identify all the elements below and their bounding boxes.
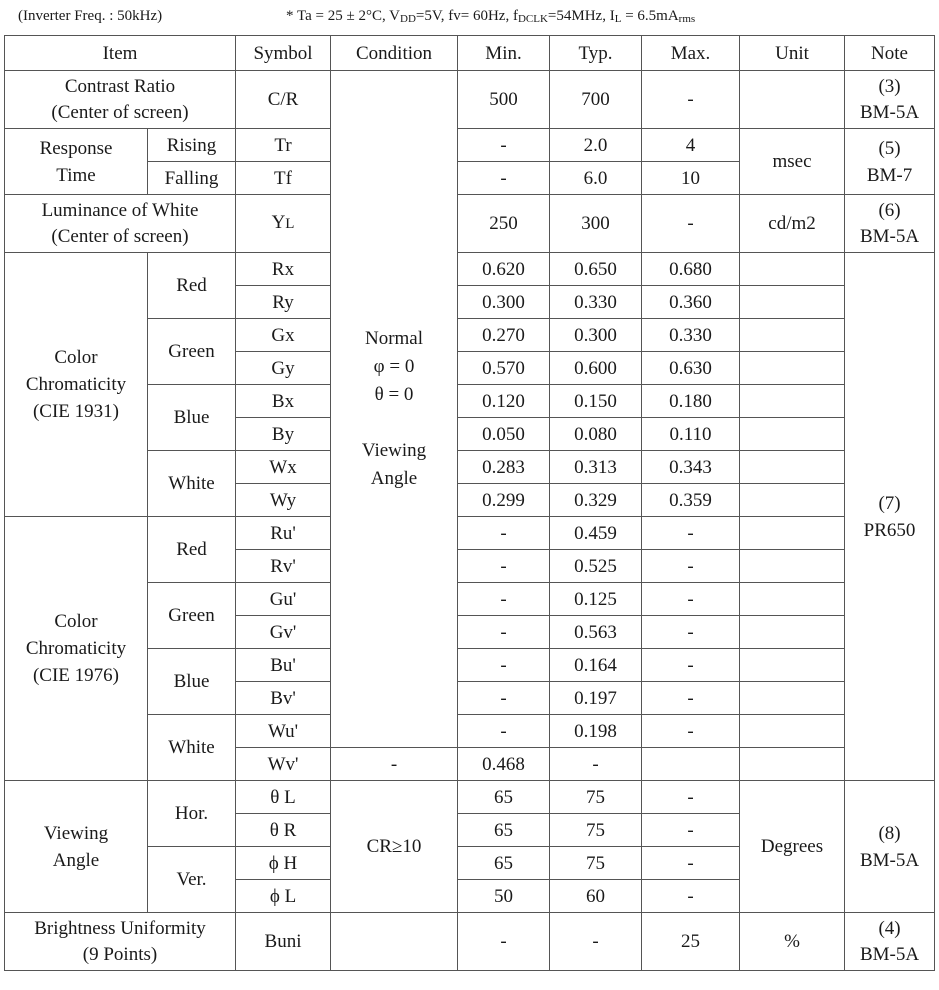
- min-cell: -: [458, 583, 550, 616]
- col-condition: Condition: [331, 36, 458, 71]
- col-symbol: Symbol: [236, 36, 331, 71]
- unit-cell: [740, 682, 845, 715]
- symbol-cell: Wv': [236, 748, 331, 781]
- min-cell: 0.283: [458, 451, 550, 484]
- max-cell: -: [642, 814, 740, 847]
- unit-cell: [740, 616, 845, 649]
- unit-cell: [740, 319, 845, 352]
- min-cell: -: [458, 517, 550, 550]
- item-color-chromaticity-cie1931: Color Chromaticity (CIE 1931): [5, 253, 148, 517]
- typ-cell: -: [550, 913, 642, 971]
- test-conditions: * Ta = 25 ± 2°C, $V_{DD}=5V$, fv= 60Hz, $f_{DCLK}=54MHz$, $I_L = 6.5mA_{rms}$: [286, 8, 696, 25]
- min-cell: 65: [458, 781, 550, 814]
- sub-item-red: Red: [148, 517, 236, 583]
- item-response-time: Response Time: [5, 129, 148, 195]
- typ-cell: 0.197: [550, 682, 642, 715]
- symbol-cell: Rv': [236, 550, 331, 583]
- max-cell: -: [642, 616, 740, 649]
- typ-cell: 0.198: [550, 715, 642, 748]
- typ-cell: 0.330: [550, 286, 642, 319]
- typ-cell: 0.525: [550, 550, 642, 583]
- typ-cell: 0.650: [550, 253, 642, 286]
- measurement-conditions: [0, 0, 939, 34]
- symbol-cell: Ry: [236, 286, 331, 319]
- symbol-cell: Gx: [236, 319, 331, 352]
- min-cell: 0.120: [458, 385, 550, 418]
- max-cell: -: [642, 847, 740, 880]
- typ-cell: 0.468: [458, 748, 550, 781]
- min-cell: -: [458, 550, 550, 583]
- symbol-cell: C/R: [236, 71, 331, 129]
- max-cell: -: [642, 550, 740, 583]
- symbol-cell: Buni: [236, 913, 331, 971]
- note-cell: (3) BM-5A: [845, 71, 935, 129]
- col-min: Min.: [458, 36, 550, 71]
- max-cell: 0.110: [642, 418, 740, 451]
- max-cell: -: [642, 195, 740, 253]
- sub-item-horizontal: Hor.: [148, 781, 236, 847]
- symbol-cell: Gv': [236, 616, 331, 649]
- unit-cell: [740, 649, 845, 682]
- symbol-cell: Gy: [236, 352, 331, 385]
- sub-item-blue: Blue: [148, 649, 236, 715]
- typ-cell: 0.600: [550, 352, 642, 385]
- max-cell: 0.630: [642, 352, 740, 385]
- table-row: [5, 71, 935, 129]
- condition-cell: [331, 913, 458, 971]
- symbol-cell: Bx: [236, 385, 331, 418]
- unit-cell: Degrees: [740, 781, 845, 913]
- table-row: [5, 913, 935, 971]
- sub-item-white: White: [148, 715, 236, 781]
- max-cell: 0.680: [642, 253, 740, 286]
- min-cell: 0.620: [458, 253, 550, 286]
- min-cell: -: [458, 616, 550, 649]
- symbol-cell: ϕ H: [236, 847, 331, 880]
- header-row: [5, 36, 935, 71]
- min-cell: -: [458, 913, 550, 971]
- sub-item-falling: Falling: [148, 162, 236, 195]
- col-unit: Unit: [740, 36, 845, 71]
- sub-item-blue: Blue: [148, 385, 236, 451]
- symbol-cell: Rx: [236, 253, 331, 286]
- unit-cell: [740, 451, 845, 484]
- min-cell: 0.570: [458, 352, 550, 385]
- sub-item-red: Red: [148, 253, 236, 319]
- symbol-cell: Gu': [236, 583, 331, 616]
- unit-cell: [740, 484, 845, 517]
- min-cell: 65: [458, 814, 550, 847]
- max-cell: -: [550, 748, 642, 781]
- table-row: [5, 129, 935, 162]
- item-contrast-ratio: Contrast Ratio (Center of screen): [5, 71, 236, 129]
- sub-item-green: Green: [148, 319, 236, 385]
- max-cell: 25: [642, 913, 740, 971]
- min-cell: 0.300: [458, 286, 550, 319]
- typ-cell: 0.329: [550, 484, 642, 517]
- unit-cell: [740, 253, 845, 286]
- sub-item-rising: Rising: [148, 129, 236, 162]
- typ-cell: 700: [550, 71, 642, 129]
- symbol-cell: θ R: [236, 814, 331, 847]
- unit-cell: [740, 286, 845, 319]
- symbol-cell: Ru': [236, 517, 331, 550]
- typ-cell: 300: [550, 195, 642, 253]
- max-cell: -: [642, 583, 740, 616]
- min-cell: -: [458, 715, 550, 748]
- symbol-cell: ϕ L: [236, 880, 331, 913]
- unit-cell: [642, 748, 740, 781]
- typ-cell: 6.0: [550, 162, 642, 195]
- typ-cell: 75: [550, 814, 642, 847]
- note-cell: (5) BM-7: [845, 129, 935, 195]
- symbol-cell: Wx: [236, 451, 331, 484]
- unit-cell: [740, 71, 845, 129]
- note-pr650: (7) PR650: [845, 253, 935, 781]
- min-cell: -: [458, 129, 550, 162]
- max-cell: -: [642, 682, 740, 715]
- col-item: Item: [5, 36, 236, 71]
- col-note: Note: [845, 36, 935, 71]
- max-cell: -: [642, 649, 740, 682]
- max-cell: 0.359: [642, 484, 740, 517]
- unit-cell: [740, 715, 845, 748]
- table-row: [5, 781, 935, 814]
- min-cell: 0.299: [458, 484, 550, 517]
- symbol-cell: Tr: [236, 129, 331, 162]
- note-cell: (8) BM-5A: [845, 781, 935, 913]
- unit-cell: [740, 352, 845, 385]
- item-brightness-uniformity: Brightness Uniformity (9 Points): [5, 913, 236, 971]
- symbol-cell: YL: [236, 195, 331, 253]
- max-cell: -: [642, 517, 740, 550]
- symbol-cell: Bv': [236, 682, 331, 715]
- min-cell: -: [458, 162, 550, 195]
- max-cell: 0.330: [642, 319, 740, 352]
- optical-spec-table: [4, 35, 935, 971]
- max-cell: 10: [642, 162, 740, 195]
- max-cell: -: [642, 781, 740, 814]
- unit-cell: %: [740, 913, 845, 971]
- item-viewing-angle: Viewing Angle: [5, 781, 148, 913]
- unit-cell: [740, 517, 845, 550]
- condition-cr: CR≥10: [331, 781, 458, 913]
- unit-cell: msec: [740, 129, 845, 195]
- symbol-cell: Bu': [236, 649, 331, 682]
- min-cell: 500: [458, 71, 550, 129]
- max-cell: 0.343: [642, 451, 740, 484]
- max-cell: -: [642, 71, 740, 129]
- typ-cell: 0.125: [550, 583, 642, 616]
- unit-cell: [740, 418, 845, 451]
- sub-item-green: Green: [148, 583, 236, 649]
- max-cell: 0.360: [642, 286, 740, 319]
- symbol-cell: θ L: [236, 781, 331, 814]
- max-cell: -: [642, 715, 740, 748]
- condition-normal: Normal φ = 0 θ = 0 Viewing Angle: [331, 71, 458, 748]
- typ-cell: 2.0: [550, 129, 642, 162]
- item-luminance-white: Luminance of White (Center of screen): [5, 195, 236, 253]
- table-row: [5, 195, 935, 253]
- min-cell: 250: [458, 195, 550, 253]
- max-cell: 4: [642, 129, 740, 162]
- typ-cell: 0.080: [550, 418, 642, 451]
- typ-cell: 0.150: [550, 385, 642, 418]
- min-cell: -: [331, 748, 458, 781]
- typ-cell: 75: [550, 781, 642, 814]
- symbol-cell: Wu': [236, 715, 331, 748]
- sub-item-vertical: Ver.: [148, 847, 236, 913]
- min-cell: -: [458, 649, 550, 682]
- min-cell: 65: [458, 847, 550, 880]
- unit-cell: cd/m2: [740, 195, 845, 253]
- max-cell: -: [642, 880, 740, 913]
- typ-cell: 0.164: [550, 649, 642, 682]
- note-cell: (6) BM-5A: [845, 195, 935, 253]
- typ-cell: 0.459: [550, 517, 642, 550]
- item-color-chromaticity-cie1976: Color Chromaticity (CIE 1976): [5, 517, 148, 781]
- typ-cell: 0.563: [550, 616, 642, 649]
- inverter-frequency: (Inverter Freq. : 50kHz): [18, 8, 163, 24]
- unit-cell: [740, 583, 845, 616]
- note-cell: (4) BM-5A: [845, 913, 935, 971]
- symbol-cell: Wy: [236, 484, 331, 517]
- typ-cell: 60: [550, 880, 642, 913]
- unit-cell: [740, 550, 845, 583]
- typ-cell: 75: [550, 847, 642, 880]
- table-row: [5, 253, 935, 286]
- sub-item-white: White: [148, 451, 236, 517]
- col-typ: Typ.: [550, 36, 642, 71]
- table-row: [5, 517, 935, 550]
- unit-cell: [740, 385, 845, 418]
- min-cell: 0.050: [458, 418, 550, 451]
- typ-cell: 0.300: [550, 319, 642, 352]
- max-cell: 0.180: [642, 385, 740, 418]
- min-cell: -: [458, 682, 550, 715]
- col-max: Max.: [642, 36, 740, 71]
- min-cell: 0.270: [458, 319, 550, 352]
- symbol-cell: Tf: [236, 162, 331, 195]
- symbol-cell: By: [236, 418, 331, 451]
- min-cell: 50: [458, 880, 550, 913]
- typ-cell: 0.313: [550, 451, 642, 484]
